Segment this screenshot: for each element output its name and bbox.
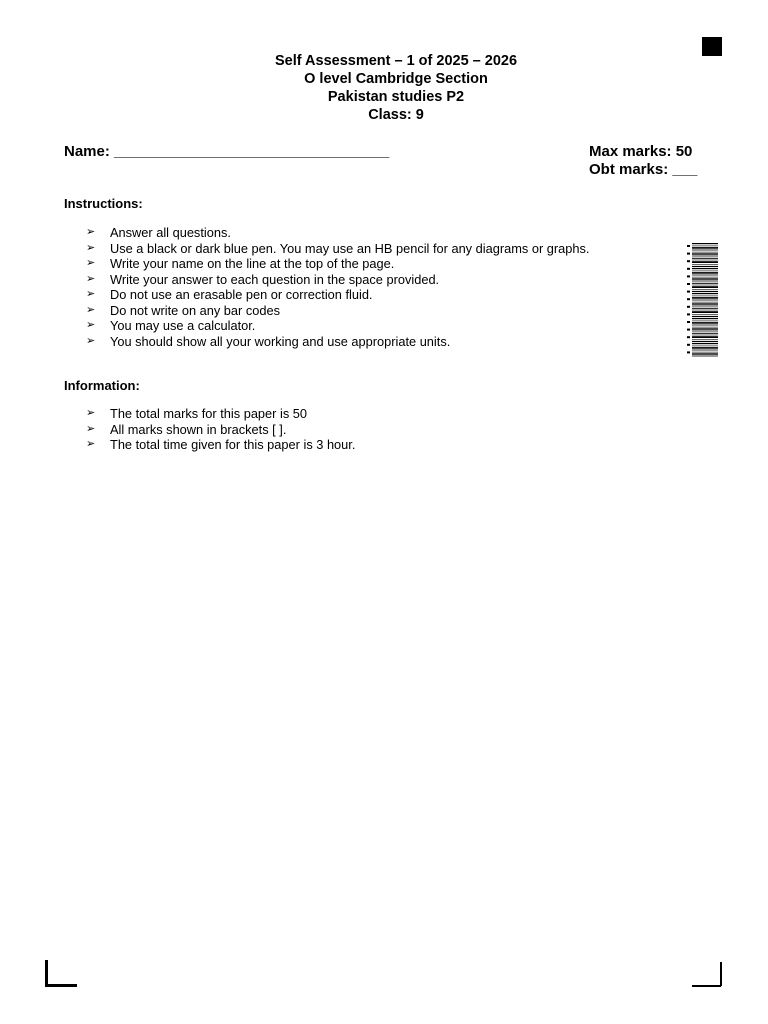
list-item xyxy=(86,241,589,257)
bullet-arrow-icon: ➢ xyxy=(86,288,96,300)
list-item xyxy=(86,225,589,241)
list-item-text: Answer all questions. xyxy=(110,225,231,240)
bullet-arrow-icon: ➢ xyxy=(86,422,96,435)
list-item-text: Do not write on any bar codes xyxy=(110,302,281,318)
assessment-title: Self Assessment – 1 of 2025 – 2026 xyxy=(274,53,518,69)
bullet-arrow-icon: ➢ xyxy=(86,226,96,238)
corner-mark-bottom-right-base xyxy=(692,985,721,987)
marks-box xyxy=(589,143,697,179)
bullet-arrow-icon: ➢ xyxy=(86,272,96,285)
max-marks: Max marks: 50 xyxy=(589,143,693,160)
list-item-text: The total time given for this paper is 3 hour. xyxy=(110,437,356,452)
bullet-arrow-icon: ➢ xyxy=(86,438,96,450)
document-header xyxy=(0,52,768,124)
list-item xyxy=(86,437,355,453)
instructions-list xyxy=(86,225,589,349)
information-heading: Information: xyxy=(64,378,140,393)
obt-marks: Obt marks: ___ xyxy=(589,161,698,178)
list-item-text: Write your answer to each question in the space provided. xyxy=(110,271,440,287)
list-item xyxy=(86,334,589,350)
subject-title: Pakistan studies P2 xyxy=(327,89,465,105)
corner-mark-bottom-right xyxy=(720,962,722,986)
list-item xyxy=(86,422,355,438)
bullet-arrow-icon: ➢ xyxy=(86,319,96,331)
list-item xyxy=(86,406,355,422)
bullet-arrow-icon: ➢ xyxy=(86,241,96,254)
list-item xyxy=(86,256,589,272)
bullet-arrow-icon: ➢ xyxy=(86,407,96,419)
section-title: O level Cambridge Section xyxy=(304,71,488,87)
list-item-text: All marks shown in brackets [ ]. xyxy=(110,421,287,437)
corner-mark-bottom-left-base xyxy=(45,984,77,987)
list-item xyxy=(86,272,589,288)
list-item-text: The total marks for this paper is 50 xyxy=(110,406,308,421)
list-item xyxy=(86,303,589,319)
list-item-text: Do not use an erasable pen or correction fluid. xyxy=(110,287,373,302)
list-item-text: You may use a calculator. xyxy=(110,318,256,333)
list-item xyxy=(86,287,589,303)
list-item xyxy=(86,318,589,334)
class-title: Class: 9 xyxy=(368,107,424,123)
list-item-text: Write your name on the line at the top of the page. xyxy=(110,256,395,271)
list-item-text: You should show all your working and use appropriate units. xyxy=(110,333,451,349)
corner-mark-bottom-left xyxy=(45,960,48,987)
barcode xyxy=(686,243,718,357)
name-field: Name: _________________________________ xyxy=(64,143,390,160)
instructions-heading: Instructions: xyxy=(64,196,143,211)
information-list xyxy=(86,406,355,453)
bullet-arrow-icon: ➢ xyxy=(86,334,96,347)
bullet-arrow-icon: ➢ xyxy=(86,303,96,316)
bullet-arrow-icon: ➢ xyxy=(86,257,96,269)
list-item-text: Use a black or dark blue pen. You may use an HB pencil for any diagrams or graphs. xyxy=(110,240,590,256)
